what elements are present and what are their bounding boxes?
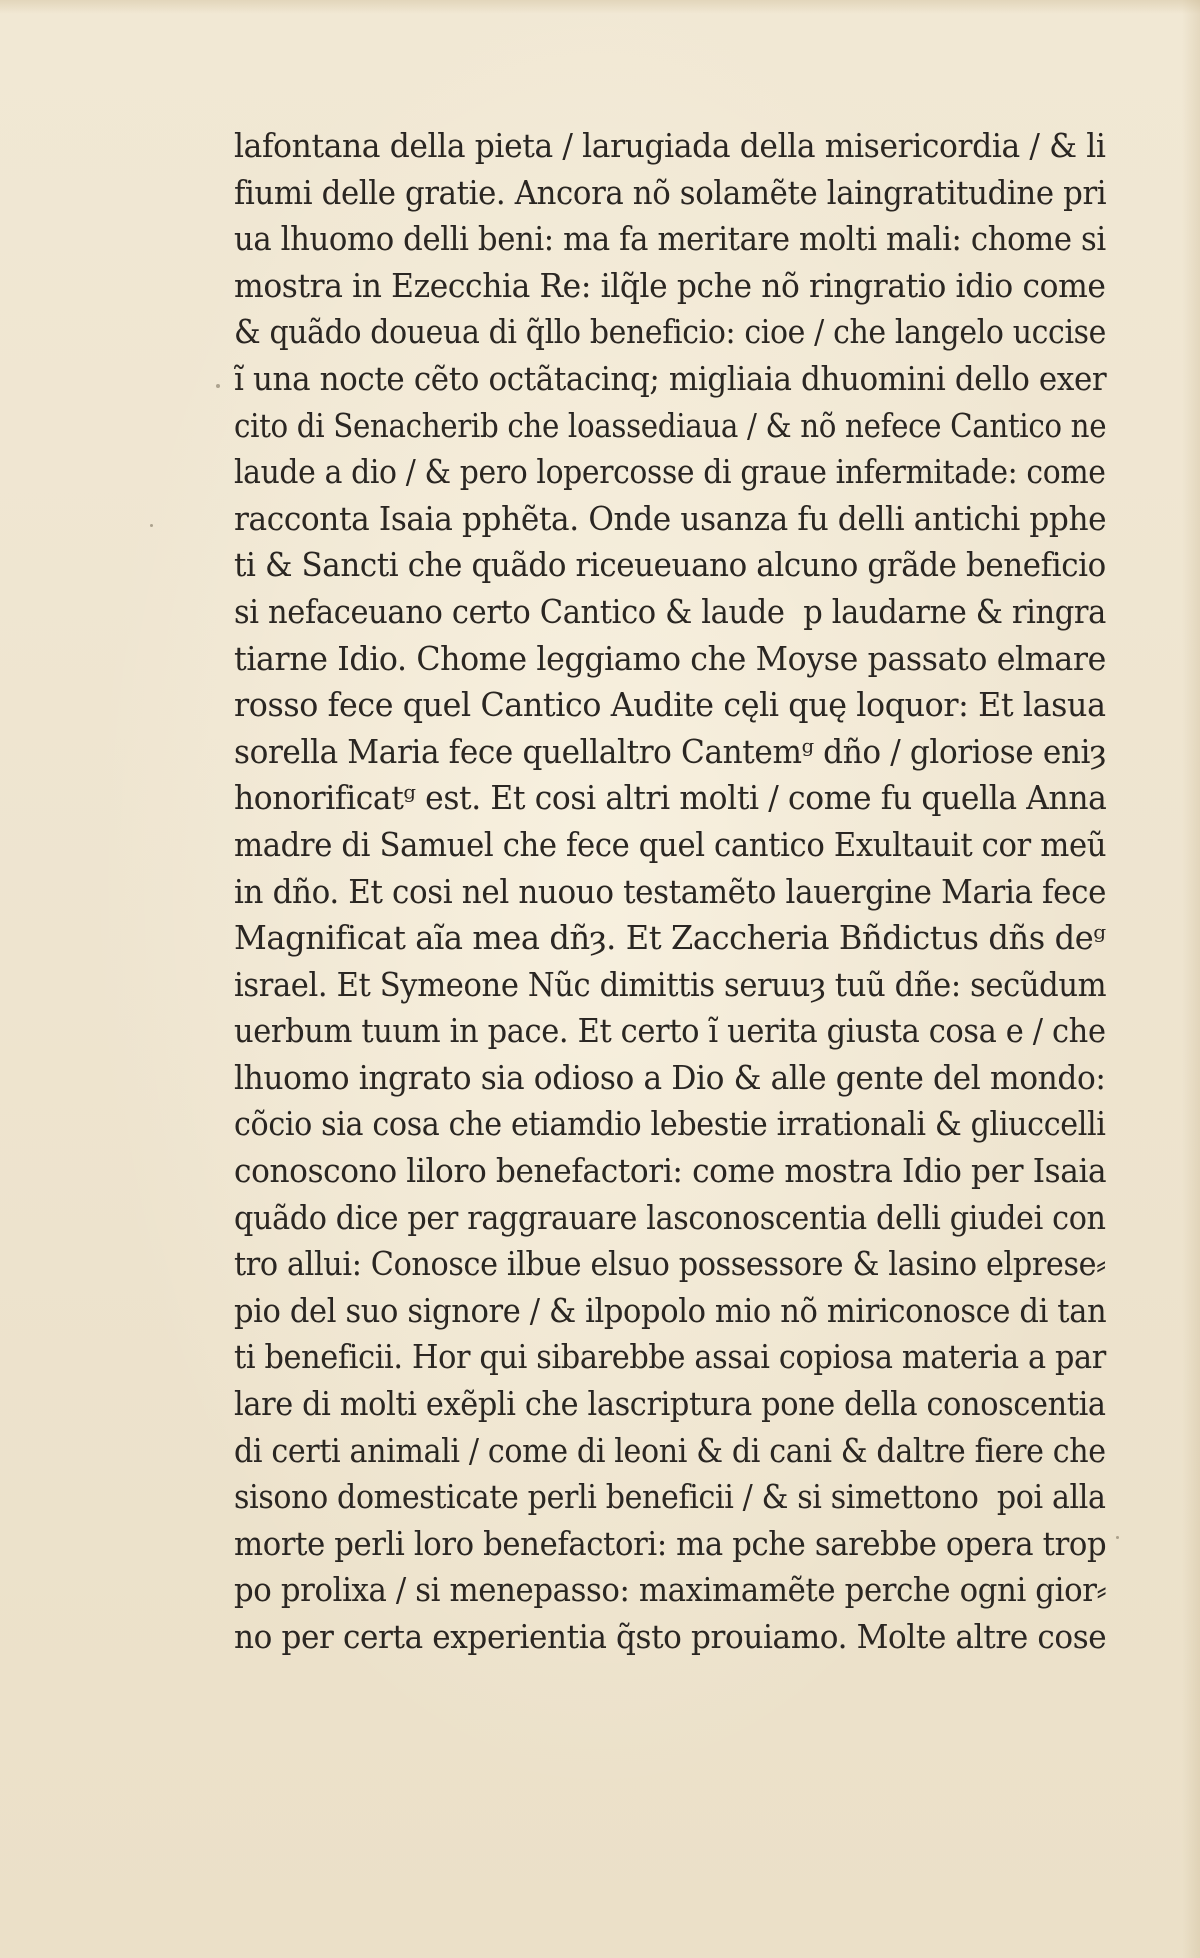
text-line: tiarne Idio. Chome leggiamo che Moyse passato elmare bbox=[234, 638, 1106, 678]
text-line: cõcio sia cosa che etiamdio lebestie irrationali & gliuccelli bbox=[234, 1104, 1106, 1144]
page-top-edge bbox=[0, 0, 1200, 14]
text-line: mostra in Ezecchia Re: ilq̃le pche nõ ringratio idio come bbox=[234, 265, 1106, 305]
text-line: rosso fece quel Cantico Audite cęli quę loquor: Et lasua bbox=[234, 685, 1106, 725]
text-line: conoscono liloro benefactori: come mostra Idio per Isaia bbox=[234, 1151, 1107, 1191]
text-line: sisono domesticate perli beneficii / & si simettono poi alla bbox=[234, 1477, 1106, 1517]
ink-speck bbox=[150, 524, 153, 527]
text-line: po prolixa / si menepasso: maximamẽte perche ogni gior⸗ bbox=[234, 1570, 1107, 1610]
text-line: pio del suo signore / & ilpopolo mio nõ miriconosce di tan bbox=[234, 1290, 1107, 1330]
text-line: di certi animali / come di leoni & di cani & daltre fiere che bbox=[234, 1430, 1106, 1470]
text-line: israel. Et Symeone Nũc dimittis seruuȝ tuũ dñe: secũdum bbox=[234, 964, 1107, 1004]
text-line: cito di Senacherib che loassediaua / & nõ nefece Cantico ne bbox=[234, 405, 1107, 445]
text-line: honorificatᵍ est. Et cosi altri molti / come fu quella Anna bbox=[234, 778, 1107, 818]
page-right-edge bbox=[1182, 0, 1200, 1958]
text-line: sorella Maria fece quellaltro Cantemᵍ dño / gloriose eniȝ bbox=[234, 731, 1106, 771]
text-line: ti beneficii. Hor qui sibarebbe assai copiosa materia a par bbox=[234, 1337, 1106, 1377]
text-line: tro allui: Conosce ilbue elsuo possessore & lasino elprese⸗ bbox=[234, 1244, 1106, 1284]
text-line: lhuomo ingrato sia odioso a Dio & alle gente del mondo: bbox=[234, 1057, 1106, 1097]
ink-speck bbox=[1116, 1536, 1119, 1539]
text-line: uerbum tuum in pace. Et certo ĩ uerita giusta cosa e / che bbox=[234, 1011, 1106, 1051]
text-line: & quãdo doueua di q̃llo beneficio: cioe / che langelo uccise bbox=[234, 312, 1107, 352]
text-line: quãdo dice per raggrauare lasconoscentia delli giudei con bbox=[234, 1197, 1106, 1237]
text-line: madre di Samuel che fece quel cantico Exultauit cor meũ bbox=[234, 824, 1107, 864]
text-line: Magnificat aĩa mea dñȝ. Et Zaccheria Bñdictus dñs deᵍ bbox=[234, 918, 1106, 958]
text-line: laude a dio / & pero lopercosse di graue infermitade: come bbox=[234, 452, 1106, 492]
text-line: ĩ una nocte cẽto octãtacinq; migliaia dhuomini dello exer bbox=[234, 358, 1107, 398]
text-line: si nefaceuano certo Cantico & laude p laudarne & ringra bbox=[234, 591, 1106, 631]
text-line: racconta Isaia pphẽta. Onde usanza fu delli antichi pphe bbox=[234, 498, 1107, 538]
text-line: lafontana della pieta / larugiada della misericordia / & li bbox=[234, 126, 1106, 165]
text-line: no per certa experientia q̃sto prouiamo. Molte altre cose bbox=[234, 1617, 1107, 1656]
text-line: ua lhuomo delli beni: ma fa meritare molti mali: chome si bbox=[234, 219, 1106, 259]
text-block bbox=[234, 123, 1106, 1661]
text-line: fiumi delle gratie. Ancora nõ solamẽte laingratitudine pri bbox=[234, 172, 1107, 212]
text-line: in dño. Et cosi nel nuouo testamẽto lauergine Maria fece bbox=[234, 871, 1107, 911]
text-line: lare di molti exẽpli che lascriptura pone della conoscentia bbox=[234, 1384, 1106, 1424]
text-line: morte perli loro benefactori: ma pche sarebbe opera trop bbox=[234, 1523, 1107, 1563]
ink-speck bbox=[216, 384, 220, 388]
text-line: ti & Sancti che quãdo riceueuano alcuno grãde beneficio bbox=[234, 545, 1106, 585]
